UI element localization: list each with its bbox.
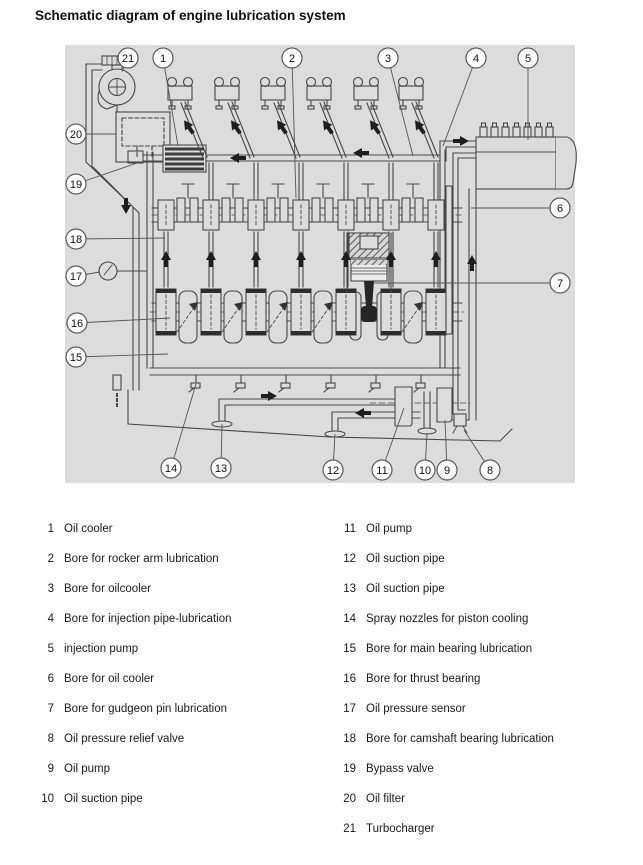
legend-item-label: Oil suction pipe — [366, 583, 445, 595]
legend-item-11 — [332, 514, 632, 544]
legend-item-number: 3 — [47, 583, 54, 595]
legend-item-6 — [30, 664, 320, 694]
legend-item-number: 13 — [343, 583, 356, 595]
legend-item-label: Oil pump — [64, 763, 111, 775]
svg-text:10: 10 — [418, 464, 432, 477]
svg-text:9: 9 — [443, 464, 451, 477]
legend-item-number: 4 — [47, 613, 54, 625]
svg-text:2: 2 — [288, 52, 296, 65]
legend-item-label: Spray nozzles for piston cooling — [366, 613, 529, 625]
legend-item-label: Bore for camshaft bearing lubrication — [366, 733, 554, 745]
svg-text:13: 13 — [214, 462, 228, 475]
legend-item-number: 5 — [47, 643, 54, 655]
legend-item-label: Bore for gudgeon pin lubrication — [64, 703, 228, 715]
callout-12 — [323, 460, 343, 480]
legend-item-3 — [30, 574, 320, 604]
legend-item-number: 8 — [47, 733, 54, 745]
svg-text:16: 16 — [70, 317, 84, 330]
legend-item-label: injection pump — [64, 643, 139, 655]
legend-item-12 — [332, 544, 632, 574]
legend-item-label: Bore for oil cooler — [64, 673, 155, 685]
callout-1 — [153, 48, 173, 68]
legend-item-label: Turbocharger — [366, 823, 435, 835]
callout-4 — [466, 48, 486, 68]
svg-text:18: 18 — [69, 233, 83, 246]
legend-item-14 — [332, 604, 632, 634]
legend-item-10 — [30, 784, 320, 814]
legend-item-label: Oil suction pipe — [64, 793, 143, 805]
legend-item-17 — [332, 694, 632, 724]
legend-item-number: 17 — [343, 703, 356, 715]
svg-text:6: 6 — [556, 202, 564, 215]
crankshaft-art — [150, 289, 464, 343]
svg-text:12: 12 — [326, 464, 340, 477]
legend-item-5 — [30, 634, 320, 664]
callout-16 — [67, 313, 87, 333]
legend-item-number: 2 — [47, 553, 54, 565]
legend-item-number: 10 — [41, 793, 54, 805]
callout-13 — [211, 458, 231, 478]
callout-7 — [550, 273, 570, 293]
legend-item-21 — [332, 814, 632, 844]
legend-item-label: Bypass valve — [366, 763, 434, 775]
callout-11 — [372, 460, 392, 480]
page-title: Schematic diagram of engine lubrication system — [35, 8, 346, 23]
legend-item-number: 20 — [343, 793, 356, 805]
legend-item-number: 15 — [343, 643, 356, 655]
callout-3 — [378, 48, 398, 68]
svg-text:20: 20 — [69, 128, 83, 141]
svg-text:19: 19 — [69, 178, 83, 191]
legend-item-2 — [30, 544, 320, 574]
legend-item-label: Oil pump — [366, 523, 413, 535]
callout-21 — [118, 48, 138, 68]
legend-item-18 — [332, 724, 632, 754]
legend-item-number: 9 — [47, 763, 54, 775]
legend-item-number: 1 — [47, 523, 54, 535]
legend-item-label: Oil pressure sensor — [366, 703, 466, 715]
legend-item-number: 19 — [343, 763, 356, 775]
svg-text:21: 21 — [121, 52, 135, 65]
legend-item-15 — [332, 634, 632, 664]
legend-item-number: 21 — [343, 823, 356, 835]
legend-item-label: Oil cooler — [64, 523, 113, 535]
legend-item-label: Bore for oilcooler — [64, 583, 151, 595]
legend-item-8 — [30, 724, 320, 754]
legend-item-4 — [30, 604, 320, 634]
legend-item-number: 7 — [47, 703, 54, 715]
callout-2 — [282, 48, 302, 68]
callout-18 — [66, 229, 86, 249]
svg-text:5: 5 — [524, 52, 532, 65]
legend-item-label: Oil filter — [366, 793, 405, 805]
legend-item-number: 18 — [343, 733, 356, 745]
callout-14 — [161, 458, 181, 478]
legend-item-label: Oil pressure relief valve — [64, 733, 185, 745]
legend-item-number: 6 — [47, 673, 54, 685]
legend-item-number: 14 — [343, 613, 356, 625]
callout-5 — [518, 48, 538, 68]
legend-column-left — [30, 514, 320, 814]
svg-text:8: 8 — [486, 464, 494, 477]
diagram-background — [65, 45, 575, 483]
legend-item-20 — [332, 784, 632, 814]
svg-text:7: 7 — [556, 277, 564, 290]
callout-20 — [66, 124, 86, 144]
svg-text:4: 4 — [472, 52, 480, 65]
callout-17 — [66, 266, 86, 286]
svg-text:17: 17 — [69, 270, 83, 283]
svg-text:11: 11 — [376, 464, 388, 477]
legend-item-label: Bore for thrust bearing — [366, 673, 481, 685]
legend-item-7 — [30, 694, 320, 724]
svg-text:14: 14 — [164, 462, 178, 475]
callout-8 — [480, 460, 500, 480]
callout-19 — [66, 174, 86, 194]
legend-item-19 — [332, 754, 632, 784]
legend-item-9 — [30, 754, 320, 784]
legend-item-label: Oil suction pipe — [366, 553, 445, 565]
legend-item-label: Bore for main bearing lubrication — [366, 643, 533, 655]
legend-item-label: Bore for rocker arm lubrication — [64, 553, 219, 565]
legend-item-1 — [30, 514, 320, 544]
callout-10 — [415, 460, 435, 480]
legend-item-16 — [332, 664, 632, 694]
legend-item-number: 16 — [343, 673, 356, 685]
callout-15 — [66, 347, 86, 367]
legend-item-number: 11 — [344, 523, 356, 535]
svg-text:15: 15 — [69, 351, 83, 364]
svg-text:1: 1 — [159, 52, 167, 65]
callout-6 — [550, 198, 570, 218]
legend-item-number: 12 — [343, 553, 356, 565]
legend-item-13 — [332, 574, 632, 604]
legend-item-label: Bore for injection pipe-lubrication — [64, 613, 232, 625]
callout-9 — [437, 460, 457, 480]
legend-column-right — [332, 514, 632, 844]
svg-text:3: 3 — [384, 52, 392, 65]
